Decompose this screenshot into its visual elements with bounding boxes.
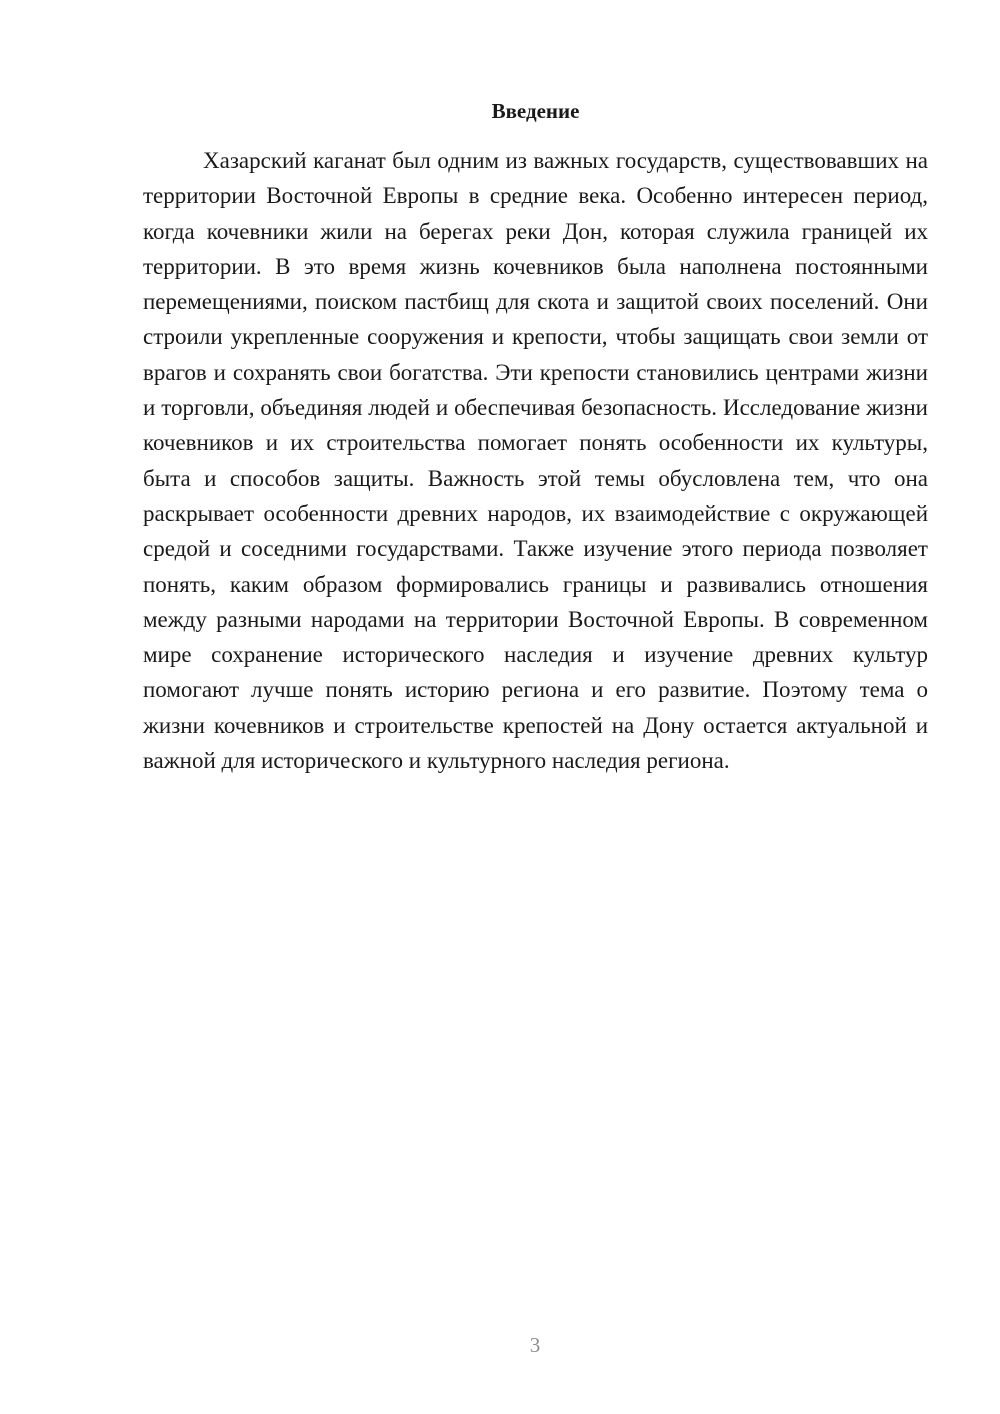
page-number: 3: [529, 1333, 541, 1357]
section-title: Введение: [491, 99, 580, 123]
body-paragraph: Хазарский каганат был одним из важных государств, существовавших на территории Восточной Европы в средние века. Особенно интересен период, когда кочевники жили на берегах реки Дон, которая служила границей их территории. В это время жизнь кочевников была наполнена постоянными перемещениями, поиском пастбищ для скота и защитой своих поселений. Они строили укрепленные сооружения и крепости, чтобы защищать свои земли от врагов и сохранять свои богатства. Эти крепости становились центрами жизни и торговли, объединяя людей и обеспечивая безопасность. Исследование жизни кочевников и их строительства помогает понять особенности их культуры, быта и способов защиты. Важность этой темы обусловлена тем, что она раскрывает особенности древних народов, их взаимодействие с окружающей средой и соседними государствами. Также изучение этого периода позволяет понять, каким образом формировались границы и развивались отношения между разными народами на территории Восточной Европы. В современном мире сохранение исторического наследия и изучение древних культур помогают лучше понять историю региона и его развитие. Поэтому тема о жизни кочевников и строительстве крепостей на Дону остается актуальной и важной для исторического и культурного наследия региона.: [143, 148, 928, 774]
